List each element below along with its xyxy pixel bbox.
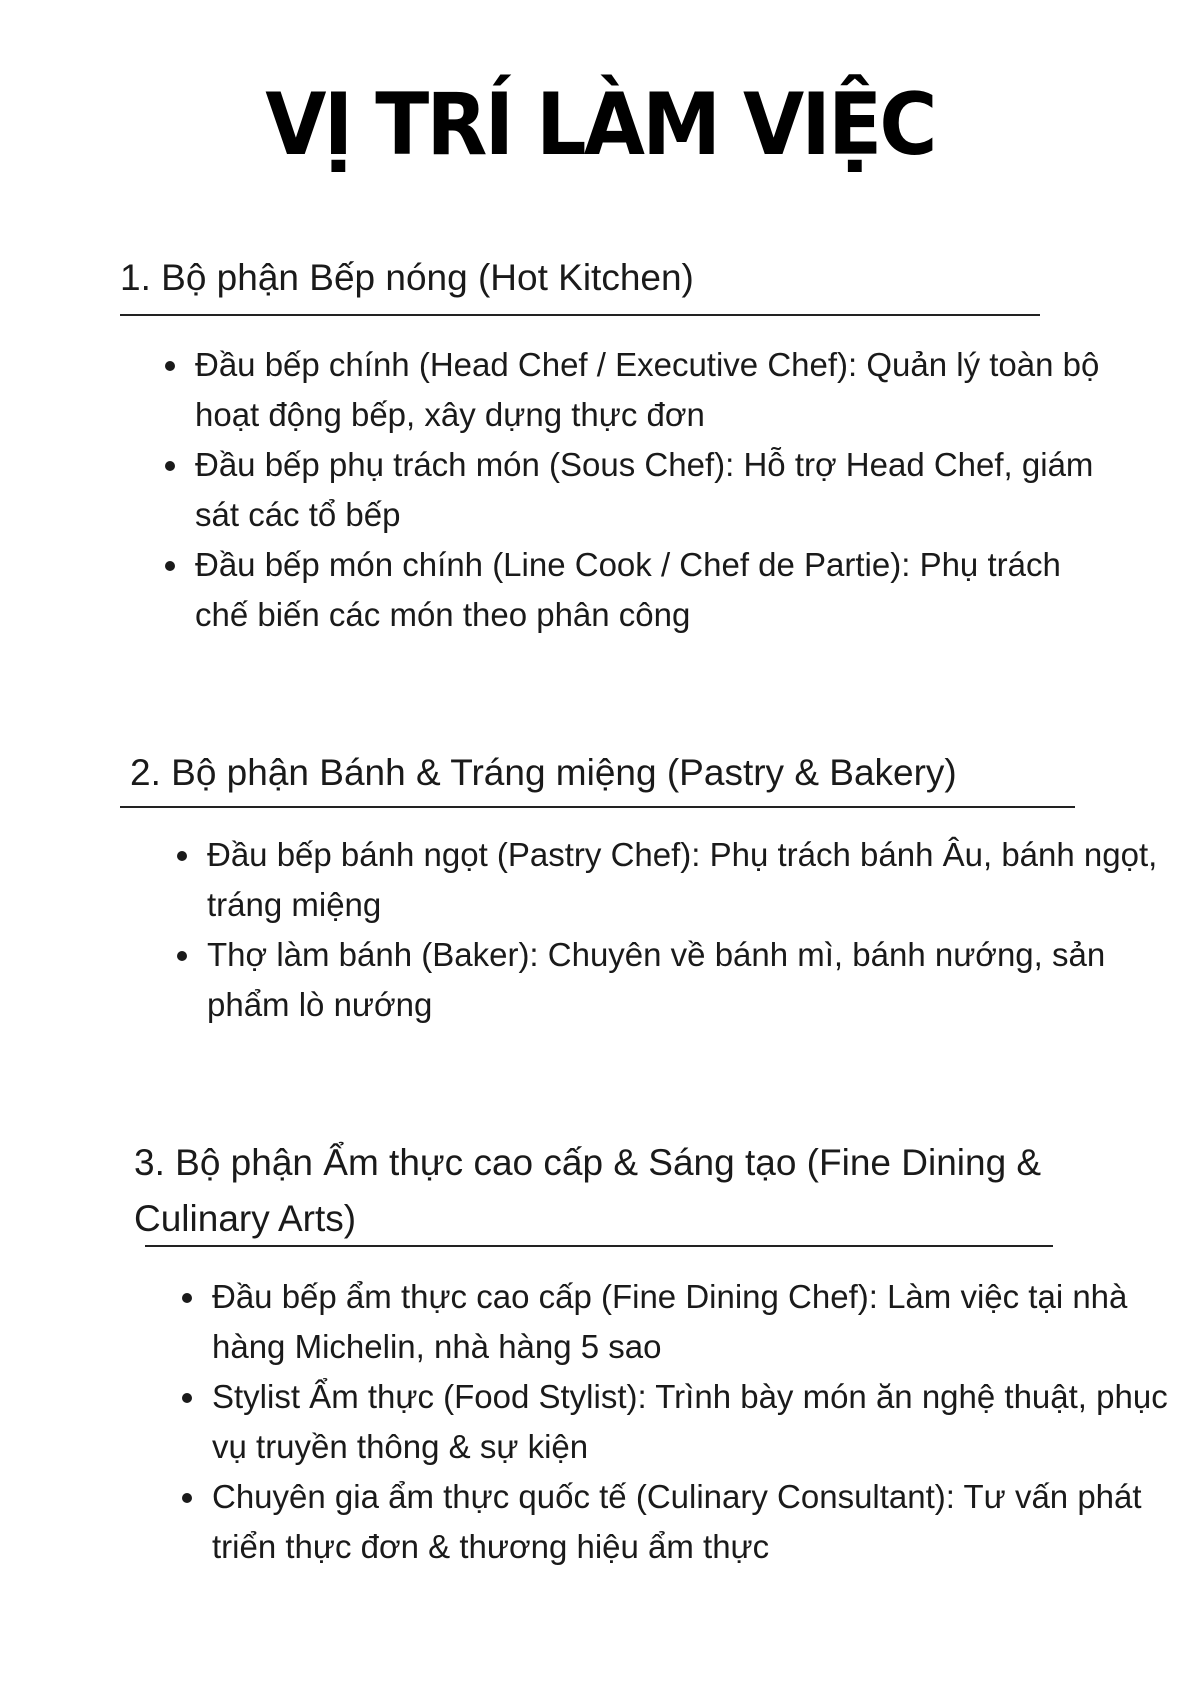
bullet-icon (165, 361, 175, 371)
list-item-text: Đầu bếp phụ trách món (Sous Chef): Hỗ trợ Head Chef, giám sát các tổ bếp (195, 446, 1094, 533)
section-heading: 1. Bộ phận Bếp nóng (Hot Kitchen) (120, 257, 694, 298)
section-pastry-bakery (130, 745, 1090, 801)
list-item-text: Đầu bếp món chính (Line Cook / Chef de Partie): Phụ trách chế biến các món theo phân công (195, 546, 1061, 633)
bullet-icon (177, 951, 187, 961)
bullet-icon (182, 1393, 192, 1403)
list-item (195, 540, 1115, 640)
list-item-text: Stylist Ẩm thực (Food Stylist): Trình bày món ăn nghệ thuật, phục vụ truyền thông & sự kiện (212, 1378, 1168, 1465)
list-item-text: Đầu bếp bánh ngọt (Pastry Chef): Phụ trách bánh Âu, bánh ngọt, tráng miệng (207, 836, 1158, 923)
section-divider (120, 314, 1040, 316)
section-divider (145, 1245, 1053, 1247)
section-divider (120, 806, 1075, 808)
bullet-icon (177, 851, 187, 861)
list-item (207, 930, 1192, 1030)
section-heading: 3. Bộ phận Ẩm thực cao cấp & Sáng tạo (Fine Dining & Culinary Arts) (134, 1142, 1042, 1239)
list-item-text: Đầu bếp ẩm thực cao cấp (Fine Dining Chef): Làm việc tại nhà hàng Michelin, nhà hàng 5 sao (212, 1278, 1128, 1365)
section-heading: 2. Bộ phận Bánh & Tráng miệng (Pastry & Bakery) (130, 752, 957, 793)
list-item (212, 1472, 1197, 1572)
list-item (195, 440, 1115, 540)
list-item-text: Chuyên gia ẩm thực quốc tế (Culinary Consultant): Tư vấn phát triển thực đơn & thương hiệu ẩm thực (212, 1478, 1142, 1565)
section-hot-kitchen (120, 250, 1040, 306)
bullet-icon (182, 1293, 192, 1303)
bullet-list (212, 1272, 1197, 1572)
bullet-icon (182, 1493, 192, 1503)
section-fine-dining (134, 1135, 1134, 1247)
bullet-icon (165, 561, 175, 571)
list-item (212, 1272, 1197, 1372)
bullet-list (207, 830, 1192, 1030)
list-item (195, 340, 1115, 440)
bullet-icon (165, 461, 175, 471)
list-item (212, 1372, 1197, 1472)
page-title: VỊ TRÍ LÀM VIỆC (265, 75, 935, 175)
list-item-text: Đầu bếp chính (Head Chef / Executive Chef): Quản lý toàn bộ hoạt động bếp, xây dựng thực đơn (195, 346, 1100, 433)
list-item-text: Thợ làm bánh (Baker): Chuyên về bánh mì, bánh nướng, sản phẩm lò nướng (207, 936, 1106, 1023)
bullet-list (195, 340, 1115, 640)
list-item (207, 830, 1192, 930)
